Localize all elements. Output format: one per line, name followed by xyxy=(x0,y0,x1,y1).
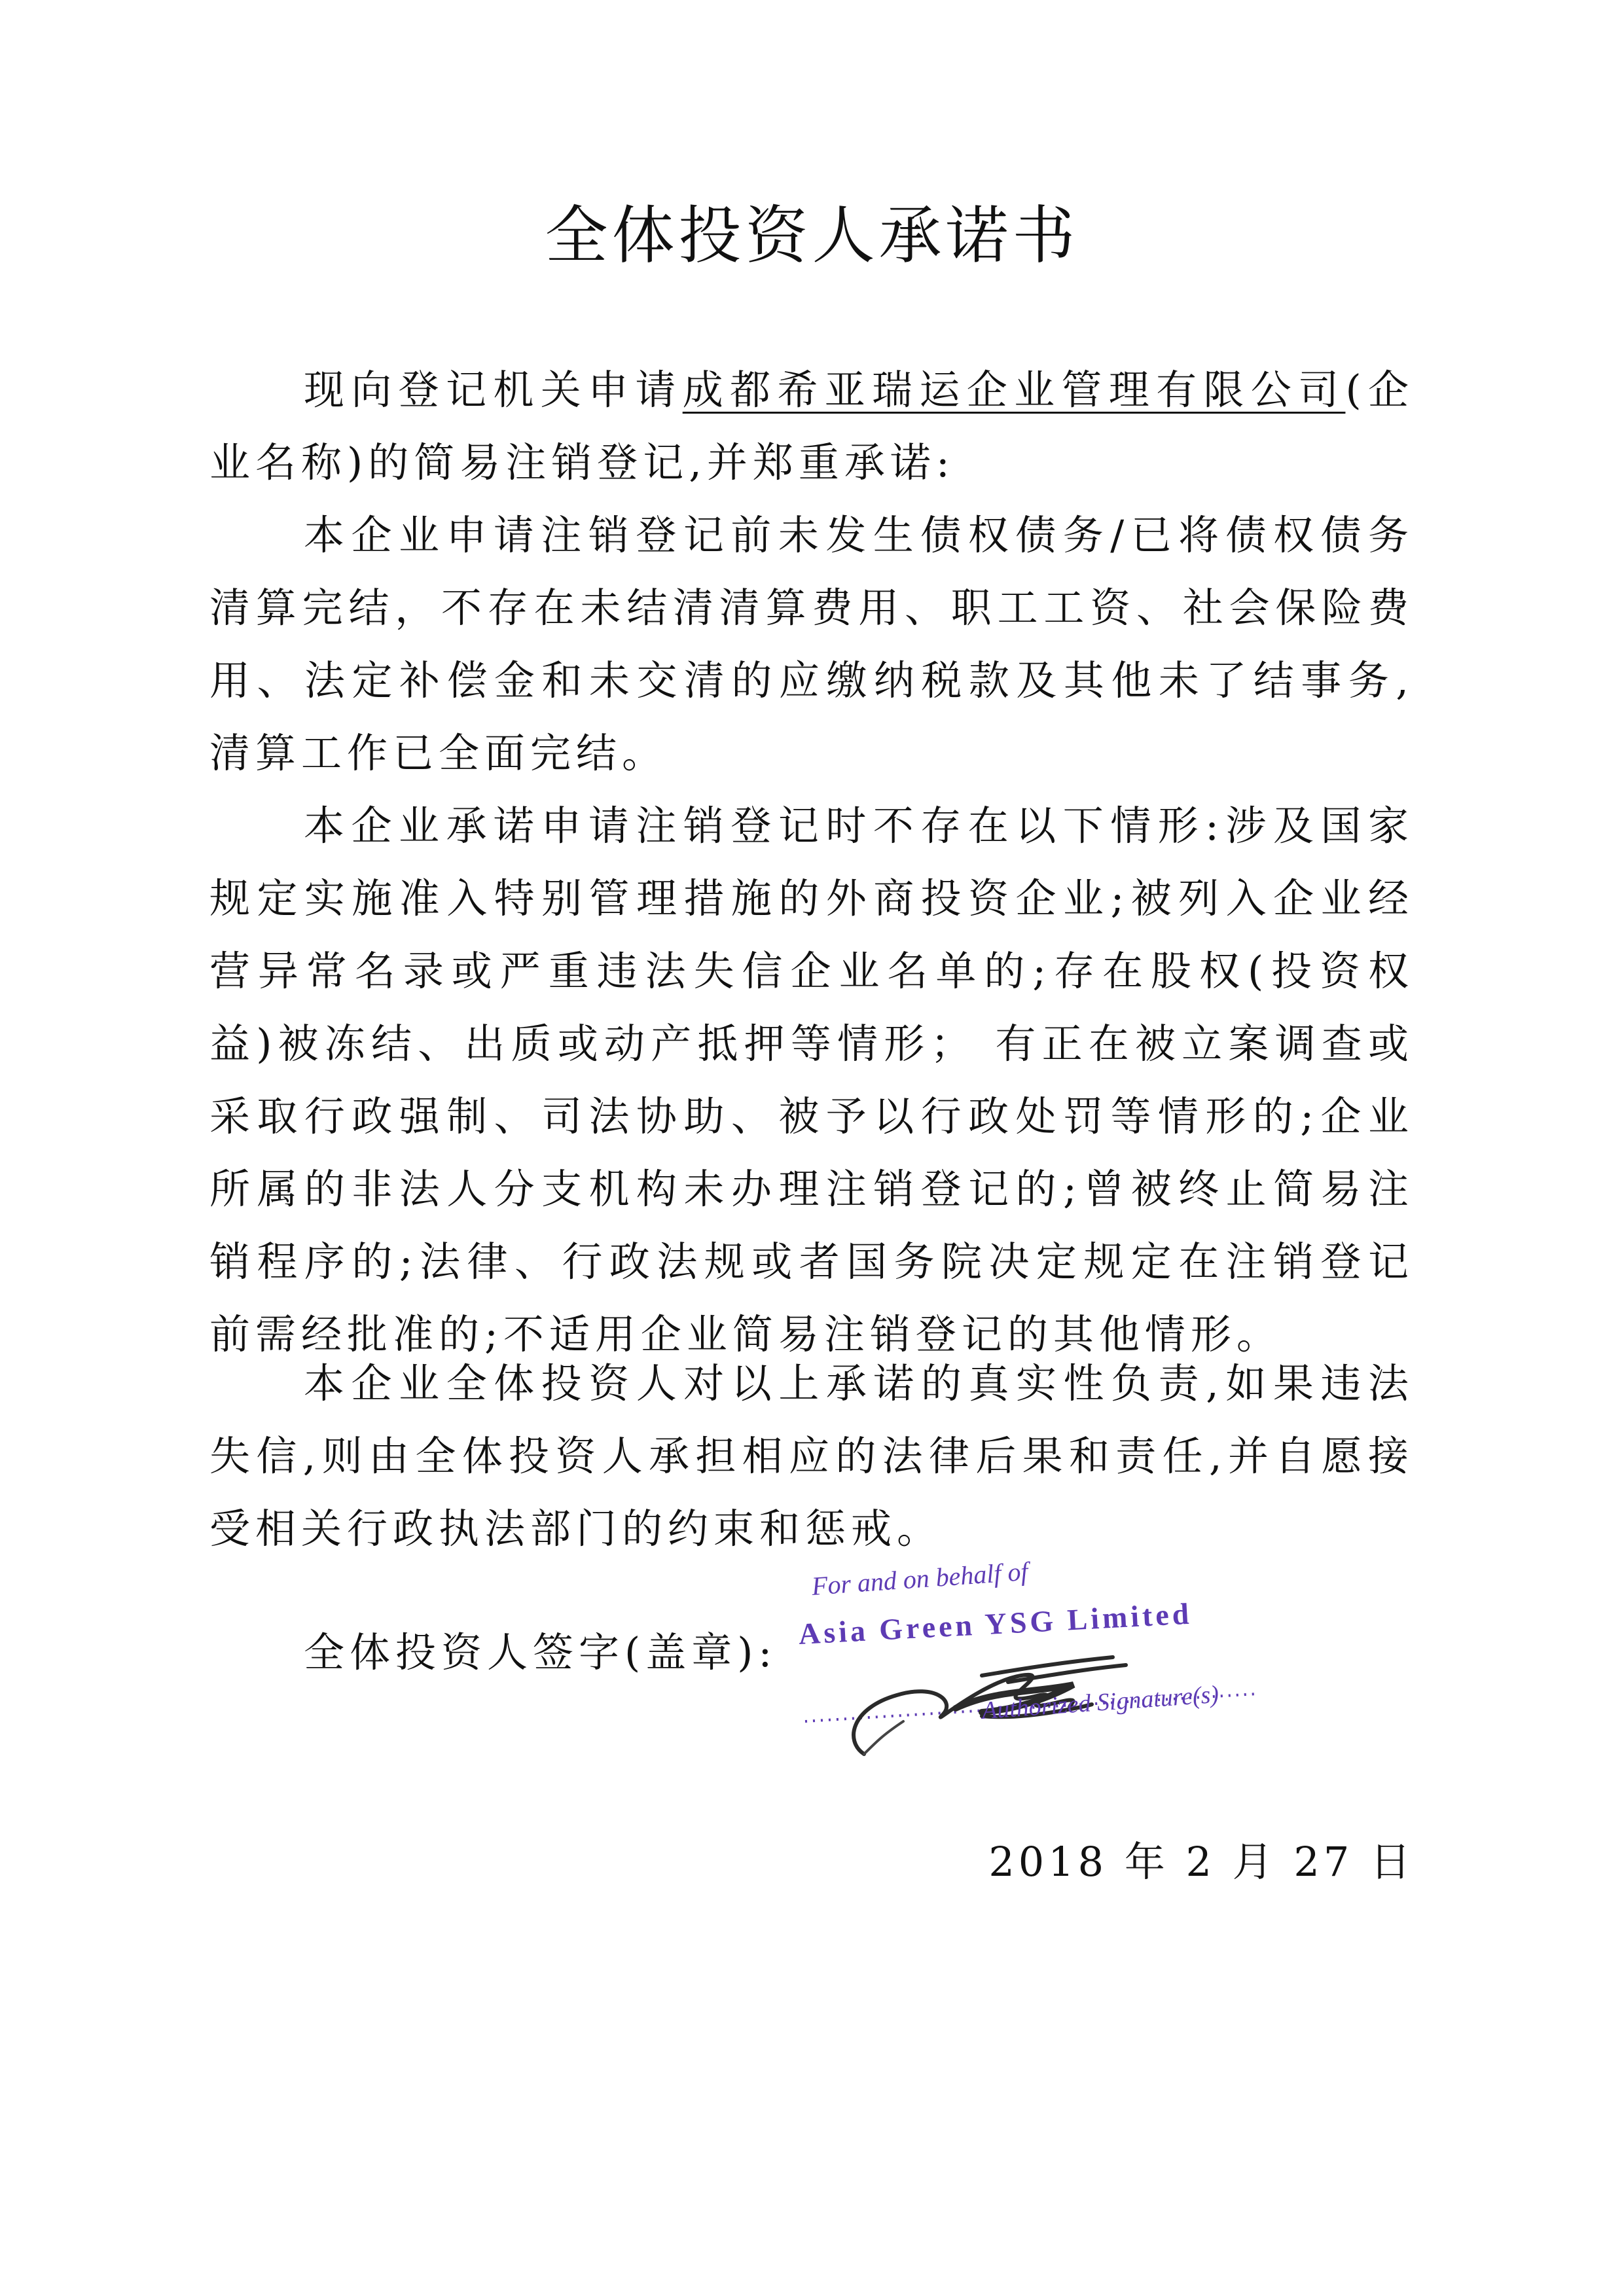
document-date: 2018 年 2 月 27 日 xyxy=(988,1838,1415,1886)
stamp-behalf-text: For and on behalf of xyxy=(810,1556,1029,1601)
paragraph-conditions xyxy=(209,789,1414,1371)
paragraph-debt-settlement xyxy=(209,499,1414,789)
company-stamp xyxy=(785,1545,1283,1767)
paragraph-responsibility xyxy=(209,1347,1414,1565)
signature-label: 全体投资人签字(盖章): xyxy=(304,1628,778,1676)
paragraph-responsibility-text: 本企业全体投资人对以上承诺的真实性负责,如果违法失信,则由全体投资人承担相应的法律后果和责任,并自愿接受相关行政执法部门的约束和惩戒。 xyxy=(209,1359,1414,1552)
document-title: 全体投资人承诺书 xyxy=(545,199,1079,272)
paragraph-application xyxy=(209,353,1414,499)
application-suffix: (企业名称)的简易注销登记,并郑重承诺: xyxy=(209,366,1414,486)
stamp-authorized-text: Authorized Signature(s) xyxy=(981,1680,1220,1725)
paragraph-debt-settlement-text: 本企业申请注销登记前未发生债权债务/已将债权债务清算完结，不存在未结清清算费用、职工工资、社会保险费用、法定补偿金和未交清的应缴纳税款及其他未了结事务,清算工作已全面完结。 xyxy=(209,511,1414,777)
stamp-company-name: Asia Green YSG Limited xyxy=(797,1596,1193,1651)
paragraph-conditions-text: 本企业承诺申请注销登记时不存在以下情形:涉及国家规定实施准入特别管理措施的外商投资企业;被列入企业经营异常名录或严重违法失信企业名单的;存在股权(投资权益)被冻结、出质或动产抵押等情形； 有正在被立案调查或采取行政强制、司法协助、被予以行政处罚等情形的;企业所属的非法人分支机构未办理注销登记的;曾被终止简易注销程序的;法律、行政法规或者国务院决定规定在注销登记前需经批准的;不适用企业简易注销登记的其他情形。 xyxy=(209,802,1414,1358)
company-name: 成都希亚瑞运企业管理有限公司 xyxy=(682,366,1346,414)
application-prefix: 现向登记机关申请 xyxy=(304,366,683,414)
